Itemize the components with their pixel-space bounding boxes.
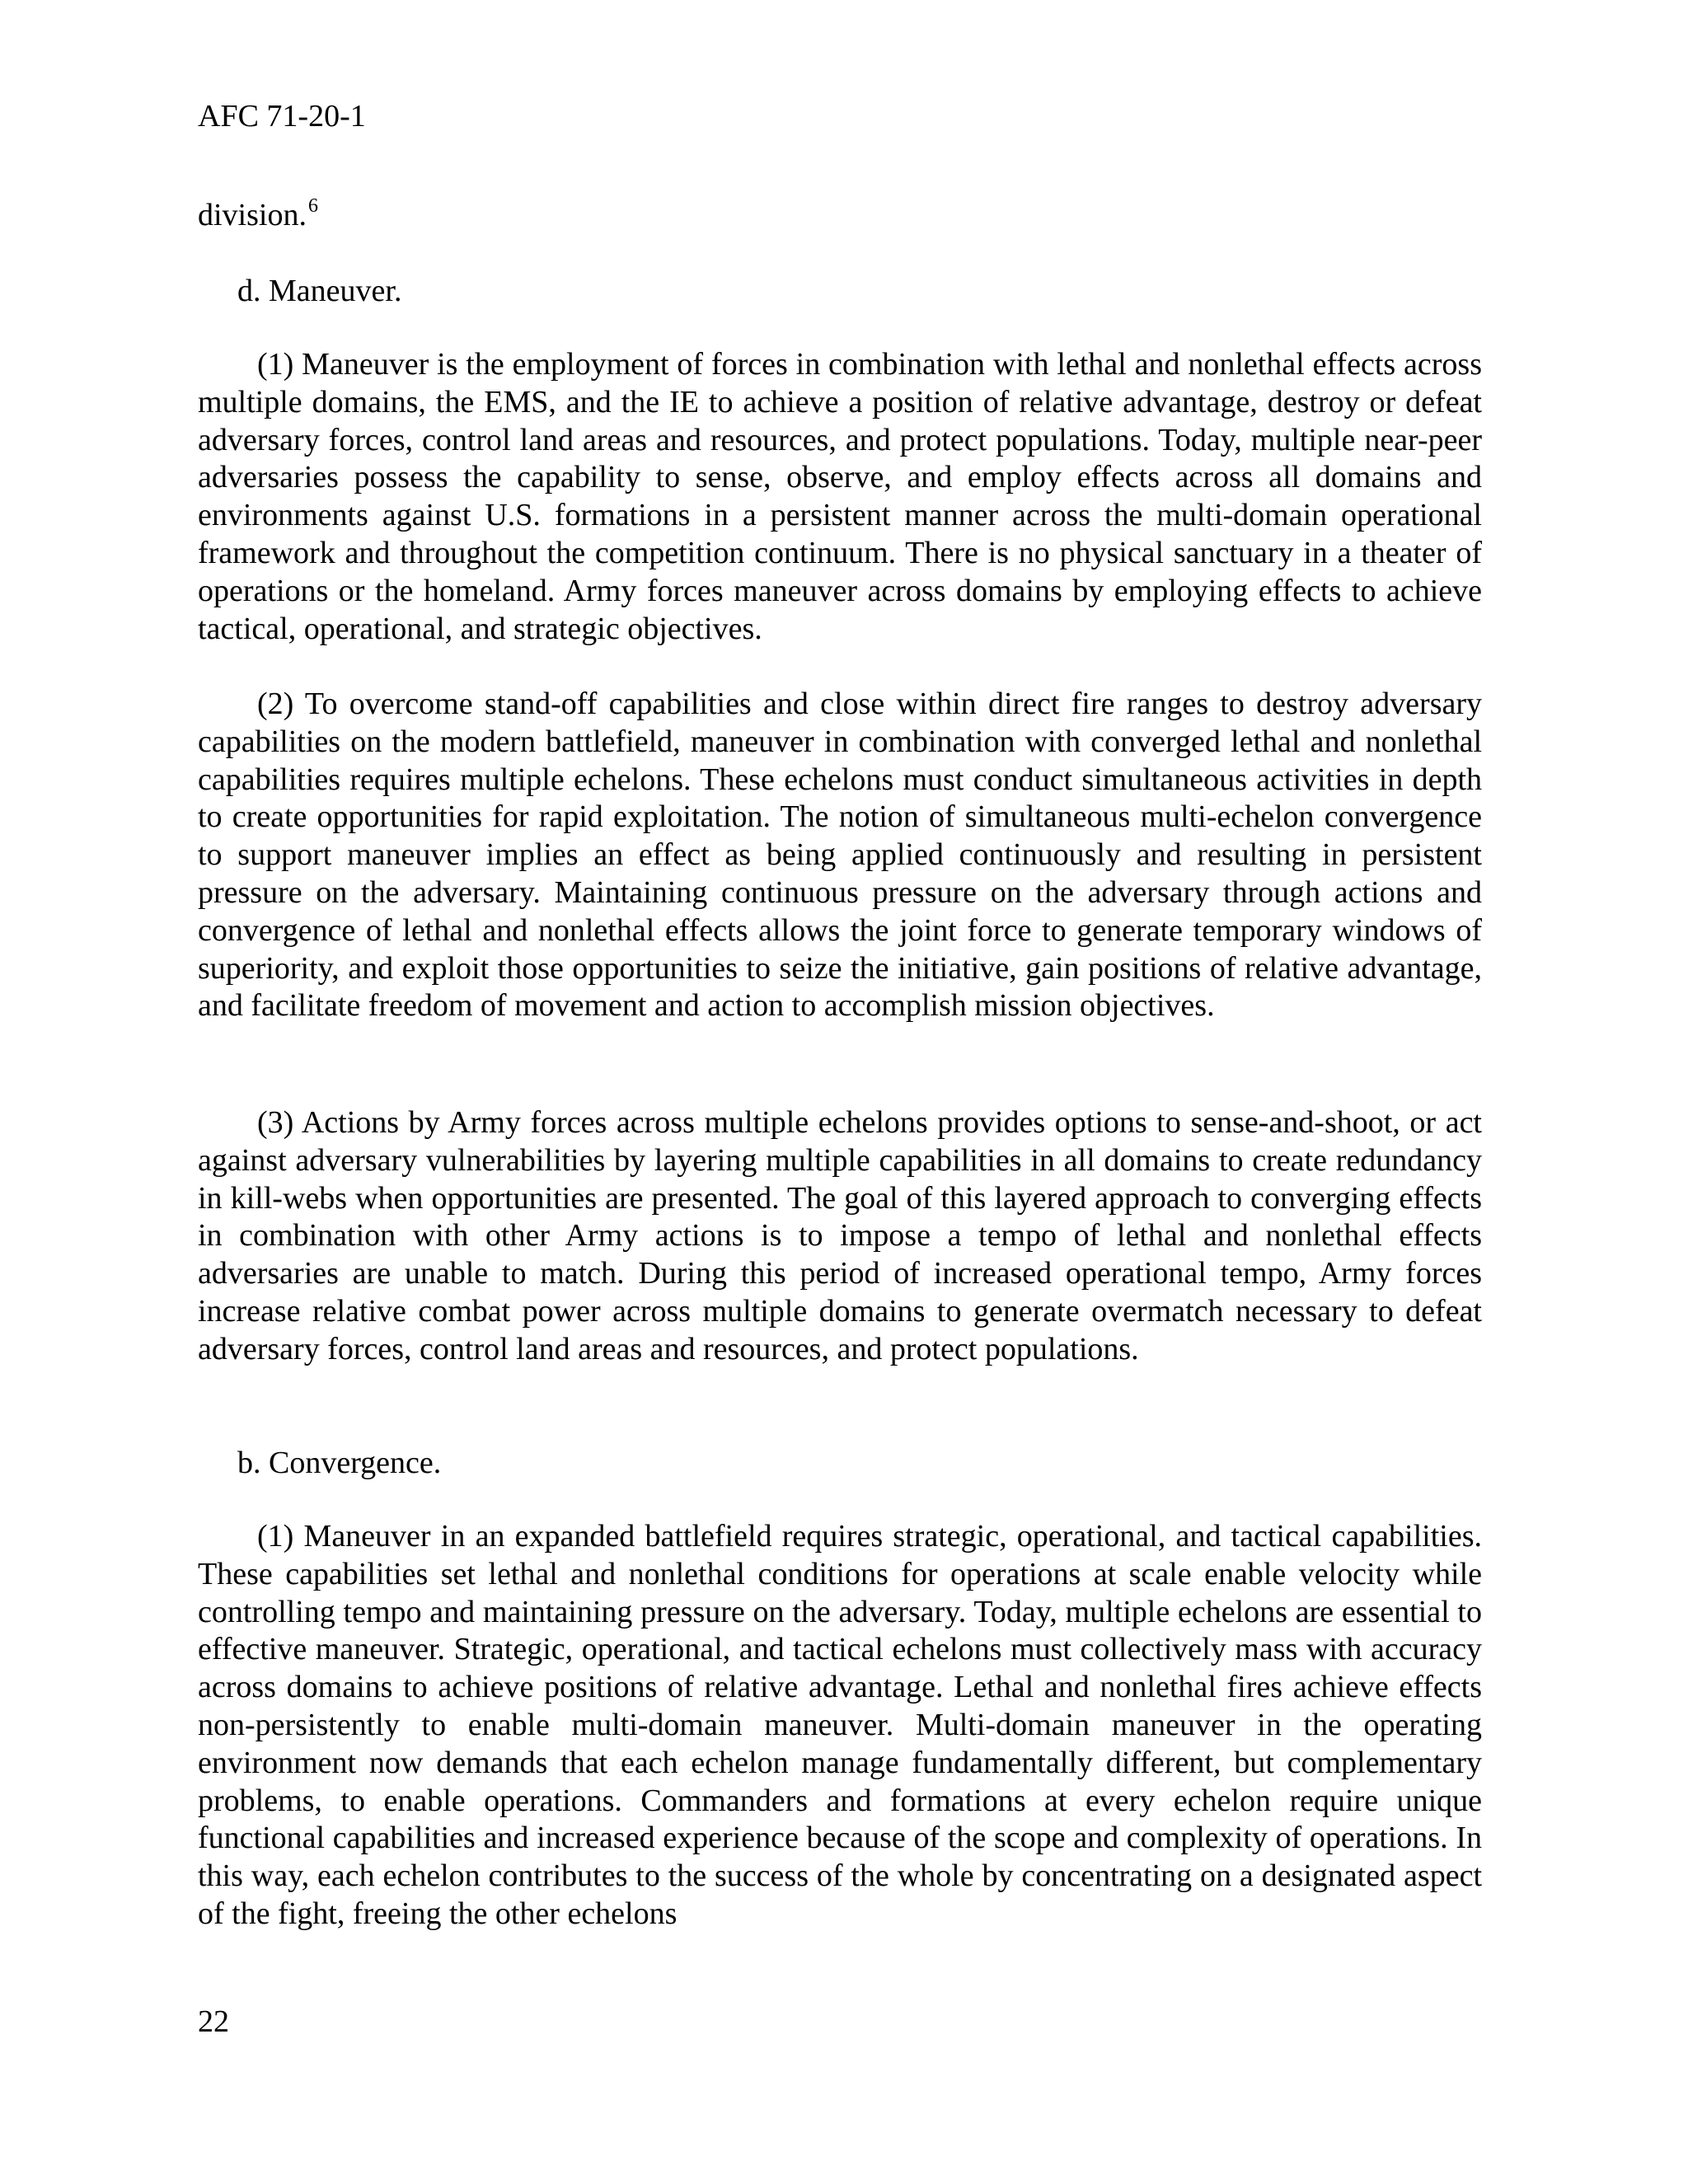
footnote-reference: 6: [307, 195, 318, 217]
page-number: 22: [198, 2004, 229, 2039]
paragraph-maneuver-1: (1) Maneuver is the employment of forces in combination with lethal and nonlethal effects across multiple domains, the EMS, and the IE to achieve a position of relative advantage, destroy or defeat adversary forces, control land areas and resources, and protect populations. Today, multiple near-peer adversaries possess the capability to sense, observe, and employ effects across all domains and environments against U.S. formations in a persistent manner across the multi-domain operational framework and throughout the competition continuum. There is no physical sanctuary in a theater of operations or the homeland. Army forces maneuver across domains by employing effects to achieve tactical, operational, and strategic objectives.: [198, 347, 1482, 646]
continuation-word: division.: [198, 198, 307, 232]
continuation-text: [198, 196, 318, 238]
paragraph-maneuver-3: (3) Actions by Army forces across multiple echelons provides options to sense-and-shoot, or act against adversary vulnerabilities by layering multiple capabilities in all domains to create redundancy in kill-webs when opportunities are presented. The goal of this layered approach to converging effects in combination with other Army actions is to impose a tempo of lethal and nonlethal effects adversaries are unable to match. During this period of increased operational tempo, Army forces increase relative combat power across multiple domains to generate overmatch necessary to defeat adversary forces, control land areas and resources, and protect populations.: [198, 1105, 1482, 1366]
paragraph-convergence-1: (1) Maneuver in an expanded battlefield requires strategic, operational, and tactical capabilities. These capabilities set lethal and nonlethal conditions for operations at scale enable velocity while controlling tempo and maintaining pressure on the adversary. Today, multiple echelons are essential to effective maneuver. Strategic, operational, and tactical echelons must collectively mass with accuracy across domains to achieve positions of relative advantage. Lethal and nonlethal fires achieve effects non-persistently to enable multi-domain maneuver. Multi-domain maneuver in the operating environment now demands that each echelon manage fundamentally different, but complementary problems, to enable operations. Commanders and formations at every echelon require unique functional capabilities and increased experience because of the scope and complexity of operations. In this way, each echelon contributes to the success of the whole by concentrating on a designated aspect of the fight, freeing the other echelons: [198, 1519, 1482, 1931]
section-heading-maneuver: d. Maneuver.: [237, 274, 402, 308]
document-header: AFC 71-20-1: [198, 99, 366, 134]
paragraph-maneuver-2: (2) To overcome stand-off capabilities and close within direct fire ranges to destroy adversary capabilities on the modern battlefield, maneuver in combination with converged lethal and nonlethal capabilities requires multiple echelons. These echelons must conduct simultaneous activities in depth to create opportunities for rapid exploitation. The notion of simultaneous multi-echelon convergence to support maneuver implies an effect as being applied continuously and resulting in persistent pressure on the adversary. Maintaining continuous pressure on the adversary through actions and convergence of lethal and nonlethal effects allows the joint force to generate temporary windows of superiority, and exploit those opportunities to seize the initiative, gain positions of relative advantage, and facilitate freedom of movement and action to accomplish mission objectives.: [198, 687, 1482, 1024]
section-heading-convergence: b. Convergence.: [237, 1446, 442, 1480]
